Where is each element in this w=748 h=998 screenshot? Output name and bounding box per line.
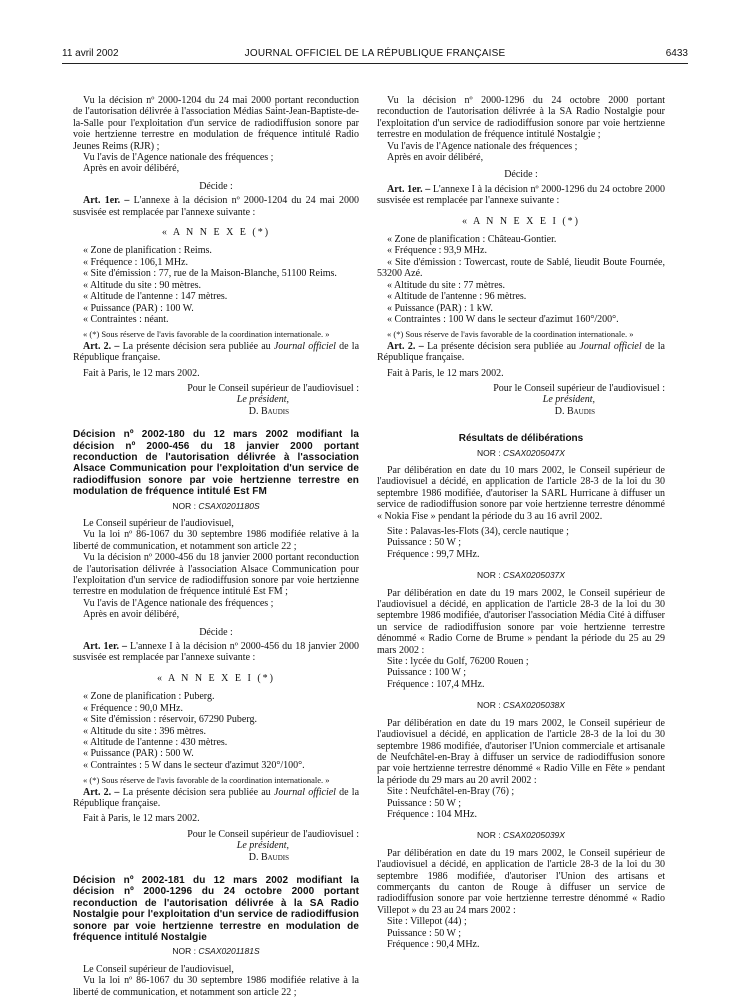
annexe-item: « Altitude du site : 77 mètres. (387, 279, 506, 291)
puissance-line: Puissance : 50 W ; (387, 797, 462, 809)
annexe-item: « Site d'émission : réservoir, 67290 Puberg. (83, 714, 257, 726)
puissance-line: Puissance : 50 W ; (387, 537, 462, 549)
visa-paragraph: Vu la décision nº 2000-456 du 18 janvier 2000 portant reconduction de l'autorisation délivrée à l'association Alsace Communication pour l'exploitation d'un service de radiodiffusion sonore par voie hertzienne terrestre en modulation de fréquence intitulé Est FM ; (73, 552, 359, 598)
annexe-item: « Altitude de l'antenne : 430 mètres. (83, 736, 228, 748)
deliberation-text: Par délibération en date du 19 mars 2002, le Conseil supérieur de l'audiovisuel a décidé, en application de l'article 28-3 de la loi du 30 septembre 1986 modifiée, d'autoriser l'association Média Cité à diffuser un service de radiodiffusion sonore par voie hertzienne terrestre dénommé « Radio Corne de Brume » pendant la période du 25 au 29 mars 2002 : (377, 587, 665, 656)
result-radio-corne-de-brume (377, 570, 665, 690)
visa-paragraph: Après en avoir délibéré, (83, 609, 180, 621)
annexe-item: « Puissance (PAR) : 100 W. (83, 302, 194, 314)
signature-intro: Pour le Conseil supérieur de l'audiovisuel : (187, 828, 359, 840)
nor-code: CSAX0201181S (198, 946, 260, 957)
signature-role (73, 840, 359, 851)
article-text: L'annexe I à la décision nº 2000-456 du 18 janvier 2000 susvisée est remplacée par l'annexe suivante : (73, 641, 360, 664)
nor-code: CSAX0205038X (503, 700, 565, 711)
annexe-item: « Fréquence : 106,1 MHz. (83, 256, 188, 268)
deliberation-text: Par délibération en date du 19 mars 2002, le Conseil supérieur de l'audiovisuel a décidé, en application de l'article 28-3 de la loi du 30 septembre 1986 modifiée, d'autoriser l'Union des artisans et commerçants du canton de Rouge à diffuser un service de radiodiffusion sonore par voie hertzienne terrestre dénommé « Radio Villepot » du 23 au 24 mars 2002 : (377, 847, 665, 916)
decision-continuation-rjr (73, 95, 359, 417)
annexe-footnote: « (*) Sous réserve de l'avis favorable de la coordination internationale. » (387, 329, 634, 340)
article-text: de la République française. (377, 340, 665, 364)
nor-reference (377, 830, 665, 841)
article-label: Art. 1er. – (83, 641, 127, 653)
frequence-line: Fréquence : 104 MHz. (387, 808, 477, 820)
nor-label: NOR : (172, 500, 196, 511)
annexe-footnote: « (*) Sous réserve de l'avis favorable de la coordination internationale. » (83, 775, 330, 786)
visa-paragraph: Vu l'avis de l'Agence nationale des fréquences ; (83, 152, 274, 164)
nor-label: NOR : (477, 830, 501, 841)
decision-2002-181 (73, 875, 359, 998)
signature-name: D. Baudis (248, 405, 289, 417)
site-line: Site : Villepot (44) ; (387, 916, 467, 928)
puissance-line: Puissance : 100 W ; (387, 667, 467, 679)
president-label: Le président, (236, 840, 289, 852)
fait-a-paris: Fait à Paris, le 12 mars 2002. (83, 367, 200, 379)
annexe-item: « Contraintes : néant. (83, 313, 169, 325)
signature-intro: Pour le Conseil supérieur de l'audiovisuel : (187, 382, 359, 394)
article-text: de la République française. (73, 340, 360, 364)
result-radio-villepot (377, 830, 665, 950)
frequence-line: Fréquence : 99,7 MHz. (387, 548, 480, 560)
puissance-line: Puissance : 50 W ; (387, 927, 462, 939)
signature-name: D. Baudis (248, 851, 289, 863)
article-label: Art. 1er. – (83, 195, 130, 207)
nor-label: NOR : (477, 700, 501, 711)
page-header (62, 46, 688, 62)
deliberation-text: Par délibération en date du 19 mars 2002, le Conseil supérieur de l'audiovisuel a décidé, en application de l'article 28-3 de la loi du 30 septembre 1986 modifiée, d'autoriser l'Union commerciale et artisanale de Neufchâtel-en-Bray à diffuser un service de radiodiffusion sonore par voie hertzienne terrestre dénommé « Radio Ville en Fête » pendant la période du 29 mars au 20 avril 2002 : (377, 717, 665, 786)
decision-continuation-nostalgie (377, 95, 665, 417)
header-rule (62, 63, 688, 64)
nor-reference (377, 570, 665, 581)
article-text: La présente décision sera publiée au (427, 340, 577, 352)
signature-name: D. Baudis (554, 405, 595, 417)
visa-paragraph: Après en avoir délibéré, (387, 152, 484, 164)
frequence-line: Fréquence : 90,4 MHz. (387, 939, 480, 950)
article-2 (377, 341, 665, 364)
nor-label: NOR : (477, 447, 501, 458)
annexe-item: « Fréquence : 93,9 MHz. (387, 245, 487, 257)
results-heading: Résultats de délibérations (458, 433, 584, 445)
result-nokia-fise (377, 448, 665, 561)
visa-paragraph: Vu l'avis de l'Agence nationale des fréquences ; (83, 597, 274, 609)
annexe-heading: « A N N E X E I (*) (157, 672, 275, 684)
annexe-item: « Fréquence : 90,0 MHz. (83, 702, 183, 714)
nor-code: CSAX0205047X (503, 447, 565, 458)
nor-reference (73, 946, 359, 957)
journal-title: JOURNAL OFFICIEL DE LA RÉPUBLIQUE FRANÇAISE (244, 48, 506, 59)
signature-role (377, 394, 665, 405)
article-label: Art. 2. – (83, 340, 120, 352)
decide-label: Décide : (199, 626, 233, 638)
decision-2002-180 (73, 429, 359, 863)
deliberation-text: Par délibération en date du 10 mars 2002, le Conseil supérieur de l'audiovisuel a décidé, en application de l'article 28-3 de la loi du 30 septembre 1986 modifiée, d'autoriser la SARL Hurricane à diffuser un service de radiodiffusion sonore par voie hertzienne terrestre dénommé « Nokia Fise » pendant la période du 3 au 16 avril 2002. (377, 464, 665, 522)
nor-label: NOR : (172, 946, 196, 957)
article-1 (73, 195, 359, 218)
nor-reference (377, 700, 665, 711)
article-text: La présente décision sera publiée au (122, 340, 271, 352)
annexe-item: « Puissance (PAR) : 500 W. (83, 748, 194, 760)
visa-paragraph: Vu la loi nº 86-1067 du 30 septembre 1986 modifiée relative à la liberté de communication, et notamment son article 22 ; (73, 975, 359, 998)
article-1 (377, 184, 665, 207)
decide-label: Décide : (504, 169, 538, 181)
annexe-item: « Contraintes : 5 W dans le secteur d'azimut 320°/100°. (83, 759, 305, 771)
annexe-item: « Site d'émission : Towercast, route de Sablé, lieudit Boute Fournée, 53200 Azé. (377, 256, 665, 280)
visa-paragraph: Vu l'avis de l'Agence nationale des fréquences ; (387, 140, 578, 152)
site-line: Site : Neufchâtel-en-Bray (76) ; (387, 786, 515, 798)
nor-reference (377, 448, 665, 459)
decide-label: Décide : (199, 180, 233, 192)
signature-role (73, 394, 359, 405)
annexe-heading: « A N N E X E I (*) (462, 215, 580, 227)
article-label: Art. 2. – (387, 340, 424, 352)
article-label: Art. 1er. – (387, 183, 431, 195)
article-1 (73, 641, 359, 664)
site-line: Site : Palavas-les-Flots (34), cercle nautique ; (387, 526, 569, 537)
nor-code: CSAX0201180S (198, 500, 260, 511)
fait-a-paris: Fait à Paris, le 12 mars 2002. (83, 813, 200, 825)
annexe-heading: « A N N E X E (*) (161, 227, 271, 239)
nor-code: CSAX0205037X (503, 570, 565, 581)
visa-paragraph: Vu la loi nº 86-1067 du 30 septembre 1986 modifiée relative à la liberté de communication, et notamment son article 22 ; (73, 529, 359, 552)
decision-title: Décision nº 2002-181 du 12 mars 2002 modifiant la décision nº 2000-1296 du 24 octobre 2000 portant reconduction de l'autorisation délivrée à la SA Radio Nostalgie pour l'exploitation d'un service de radiodiffusion sonore par voie hertzienne terrestre en modulation de fréquence intitulé Nostalgie (73, 874, 359, 943)
csa-intro: Le Conseil supérieur de l'audiovisuel, (83, 963, 234, 975)
decision-title: Décision nº 2002-180 du 12 mars 2002 modifiant la décision nº 2000-456 du 18 janvier 2000 portant reconduction de l'autorisation délivrée à l'association Alsace Communication pour l'exploitation d'un service de radiodiffusion sonore par voie hertzienne terrestre en modulation de fréquence intitulé Est FM (73, 429, 359, 498)
article-label: Art. 2. – (83, 786, 120, 798)
annexe-item: « Altitude de l'antenne : 96 mètres. (387, 291, 527, 303)
journal-officiel-ref: Journal officiel (273, 340, 336, 352)
fait-a-paris: Fait à Paris, le 12 mars 2002. (387, 367, 504, 379)
annexe-item: « Zone de planification : Reims. (83, 245, 212, 257)
nor-reference (73, 501, 359, 512)
annexe-item: « Altitude de l'antenne : 147 mètres. (83, 291, 228, 303)
president-label: Le président, (542, 394, 595, 406)
visa-paragraph: Vu la décision nº 2000-1204 du 24 mai 2000 portant reconduction de l'autorisation délivrée à l'association Médias Saint-Jean-Baptiste-de-la-Salle pour l'exploitation d'un service de radiodiffusion sonore par voie hertzienne terrestre en modulation de fréquence intitulé Radio Jeunes Reims (RJR) ; (73, 95, 359, 152)
article-2 (73, 787, 359, 810)
visa-paragraph: Après en avoir délibéré, (83, 163, 180, 175)
site-line: Site : lycée du Golf, 76200 Rouen ; (387, 656, 529, 668)
nor-label: NOR : (477, 570, 501, 581)
president-label: Le président, (236, 394, 289, 406)
annexe-item: « Altitude du site : 90 mètres. (83, 279, 202, 291)
article-2 (73, 341, 359, 364)
article-text: L'annexe à la décision nº 2000-1204 du 24 mai 2000 susvisée est remplacée par l'annexe suivante : (73, 195, 359, 218)
visa-paragraph: Vu la décision nº 2000-1296 du 24 octobre 2000 portant reconduction de l'autorisation délivrée à la SA Radio Nostalgie pour l'exploitation d'un service de radiodiffusion sonore par voie hertzienne terrestre en modulation de fréquence intitulé Nostalgie ; (377, 95, 665, 141)
annexe-item: « Altitude du site : 396 mètres. (83, 725, 207, 737)
frequence-line: Fréquence : 107,4 MHz. (387, 678, 485, 690)
left-column (73, 95, 359, 998)
annexe-footnote: « (*) Sous réserve de l'avis favorable de la coordination internationale. » (83, 329, 330, 340)
result-radio-ville-en-fete (377, 700, 665, 820)
signature-intro: Pour le Conseil supérieur de l'audiovisuel : (493, 382, 665, 394)
journal-officiel-ref: Journal officiel (579, 340, 642, 352)
article-text: L'annexe I à la décision nº 2000-1296 du 24 octobre 2000 susvisée est remplacée par l'annexe suivante : (377, 183, 666, 207)
csa-intro: Le Conseil supérieur de l'audiovisuel, (83, 518, 234, 529)
annexe-item: « Contraintes : 100 W dans le secteur d'azimut 160°/200°. (387, 313, 619, 325)
journal-officiel-ref: Journal officiel (273, 786, 336, 798)
annexe-item: « Site d'émission : 77, rue de la Maison-Blanche, 51100 Reims. (83, 268, 337, 280)
annexe-item: « Puissance (PAR) : 1 kW. (387, 302, 493, 314)
issue-date: 11 avril 2002 (62, 48, 119, 59)
nor-code: CSAX0205039X (503, 830, 565, 841)
annexe-item: « Zone de planification : Puberg. (83, 691, 215, 703)
annexe-item: « Zone de planification : Château-Gontier. (387, 234, 557, 246)
article-text: de la République française. (73, 786, 360, 809)
right-column (377, 95, 665, 950)
page-number: 6433 (665, 48, 688, 59)
article-text: La présente décision sera publiée au (122, 786, 271, 798)
